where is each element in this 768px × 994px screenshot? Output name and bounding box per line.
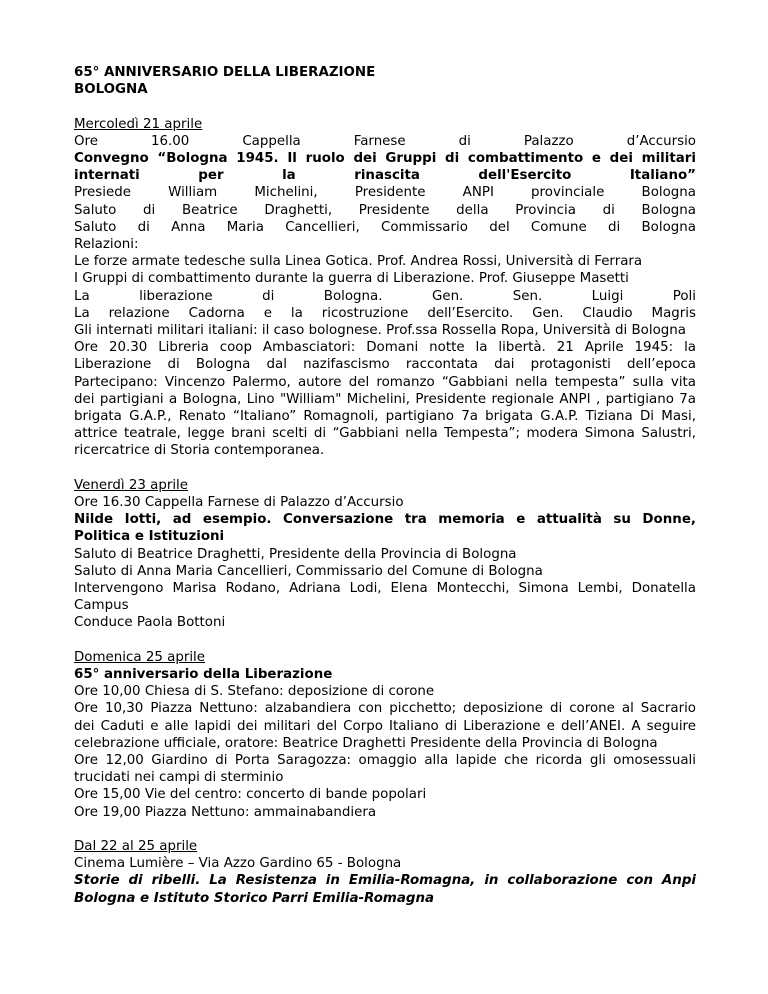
section-text-line: Conduce Paola Bottoni [74, 615, 226, 631]
section-text-line: Nilde Iotti, ad esempio. Conversazione tra memoria e attualità su Donne, [74, 512, 696, 528]
event-sections [74, 116, 696, 907]
section-text-line: internati per la rinascita dell'Esercito Italiano” [74, 168, 696, 184]
section-text-line: trucidati nei campi di sterminio [74, 770, 284, 786]
section-text-line: Cinema Lumière – Via Azzo Gardino 65 - Bologna [74, 856, 402, 872]
section-text-line: Gli internati militari italiani: il caso bolognese. Prof.ssa Rossella Ropa, Università di Bologna [74, 323, 686, 339]
section-text-line: ricercatrice di Storia contemporanea. [74, 443, 325, 459]
section-text-line: Bologna e Istituto Storico Parri Emilia-Romagna [74, 890, 435, 906]
section-text-line: Ore 19,00 Piazza Nettuno: ammainabandiera [74, 804, 377, 820]
section-text-line: Ore 12,00 Giardino di Porta Saragozza: omaggio alla lapide che ricorda gli omosessuali [74, 753, 696, 769]
section-text-line: Ore 20.30 Libreria coop Ambasciatori: Domani notte la libertà. 21 Aprile 1945: la [74, 340, 696, 356]
section-date-heading: Mercoledì 21 aprile [74, 116, 203, 132]
section-text-line: Campus [74, 598, 129, 614]
section-text-line: celebrazione ufficiale, oratore: Beatrice Draghetti Presidente della Provincia di Bologna [74, 735, 658, 751]
document-subtitle-city: BOLOGNA [74, 82, 148, 98]
section-text-line: Presiede William Michelini, Presidente ANPI provinciale Bologna [74, 185, 696, 201]
section-text-line: Saluto di Beatrice Draghetti, Presidente della Provincia di Bologna [74, 202, 696, 218]
section-date-heading: Venerdì 23 aprile [74, 477, 189, 493]
section-text-line: brigata G.A.P., Renato “Italiano” Romagnoli, partigiano 7a brigata G.A.P. Tiziana Di Masi, [74, 409, 696, 425]
section-date-heading: Domenica 25 aprile [74, 649, 206, 665]
section-text-line: Saluto di Anna Maria Cancellieri, Commissario del Comune di Bologna [74, 563, 543, 579]
event-section [74, 477, 696, 632]
section-text-line: Saluto di Beatrice Draghetti, Presidente della Provincia di Bologna [74, 546, 517, 562]
section-text-line: Storie di ribelli. La Resistenza in Emilia-Romagna, in collaborazione con Anpi [74, 873, 696, 889]
section-text-line: Ore 16.30 Cappella Farnese di Palazzo d’Accursio [74, 495, 404, 511]
section-text-line: I Gruppi di combattimento durante la guerra di Liberazione. Prof. Giuseppe Masetti [74, 271, 629, 287]
section-text-line: dei Caduti e alle lapidi dei militari del Corpo Italiano di Liberazione e dell’ANEI. A seguire [74, 718, 696, 734]
section-text-line: Ore 10,00 Chiesa di S. Stefano: deposizione di corone [74, 684, 435, 700]
section-date-heading: Dal 22 al 25 aprile [74, 839, 198, 855]
section-text-line: Convegno “Bologna 1945. Il ruolo dei Gruppi di combattimento e dei militari [74, 151, 696, 166]
document-title: 65° ANNIVERSARIO DELLA LIBERAZIONE [74, 65, 376, 80]
section-text-line: La liberazione di Bologna. Gen. Sen. Luigi Poli [74, 288, 696, 304]
section-text-line: Intervengono Marisa Rodano, Adriana Lodi, Elena Montecchi, Simona Lembi, Donatella [74, 581, 696, 597]
section-text-line: Relazioni: [74, 237, 139, 253]
section-text-line: Saluto di Anna Maria Cancellieri, Commissario del Comune di Bologna [74, 219, 696, 235]
section-text-line: Le forze armate tedesche sulla Linea Gotica. Prof. Andrea Rossi, Università di Ferrara [74, 254, 643, 270]
section-text-line: Ore 16.00 Cappella Farnese di Palazzo d’Accursio [74, 133, 696, 149]
section-text-line: 65° anniversario della Liberazione [74, 667, 333, 683]
section-text-line: Politica e Istituzioni [74, 529, 225, 545]
section-text-line: Liberazione di Bologna dal nazifascismo raccontata dai protagonisti dell’epoca [74, 357, 696, 373]
section-text-line: dei partigiani a Bologna, Lino "William" Michelini, Presidente regionale ANPI , partigiano 7a [74, 391, 696, 407]
section-text-line: Ore 10,30 Piazza Nettuno: alzabandiera con picchetto; deposizione di corone al Sacrario [74, 701, 696, 717]
section-text-line: Ore 15,00 Vie del centro: concerto di bande popolari [74, 787, 427, 803]
section-text-line: attrice teatrale, legge brani scelti di “Gabbiani nella Tempesta”; modera Simona Salustri, [74, 426, 696, 442]
event-section [74, 838, 696, 907]
event-section [74, 649, 696, 821]
section-text-line: La relazione Cadorna e la ricostruzione dell’Esercito. Gen. Claudio Magris [74, 305, 696, 321]
event-section [74, 116, 696, 460]
section-text-line: Partecipano: Vincenzo Palermo, autore del romanzo “Gabbiani nella tempesta” sulla vita [74, 374, 696, 390]
